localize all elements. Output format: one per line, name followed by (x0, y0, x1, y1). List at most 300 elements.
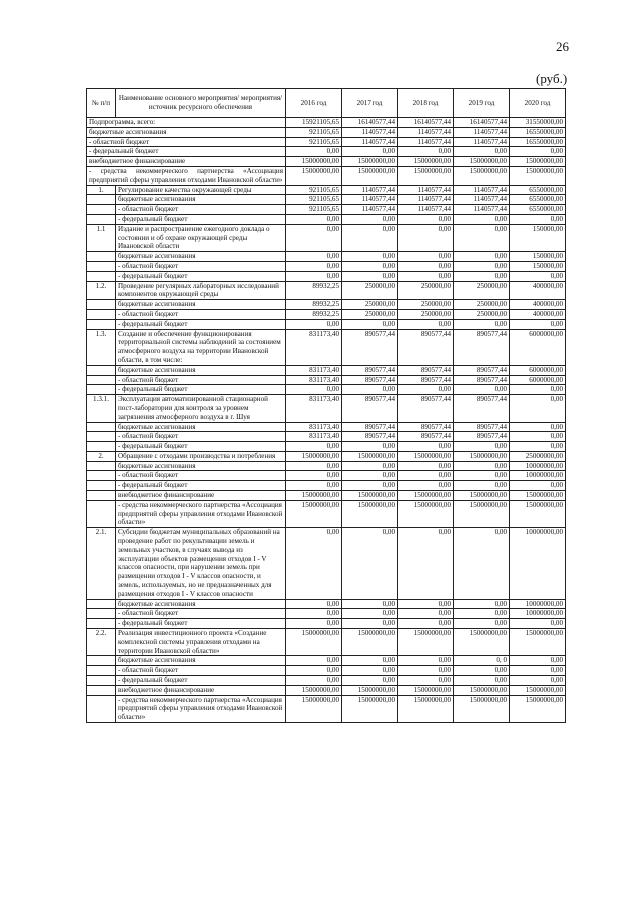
row-number (87, 375, 116, 385)
value-cell-2017: 1140577,44 (342, 127, 398, 137)
value-cell-2017: 250000,00 (342, 300, 398, 310)
row-number (87, 261, 116, 271)
value-cell-2016: 89932,25 (286, 281, 342, 300)
table-row (87, 461, 566, 471)
value-cell-2018: 15000000,00 (398, 685, 454, 695)
value-cell-2019: 0,00 (454, 528, 510, 599)
value-cell-2016: 921105,65 (286, 185, 342, 195)
value-cell-2018: 0,00 (398, 252, 454, 262)
table-row (87, 300, 566, 310)
value-cell-2018: 15000000,00 (398, 491, 454, 501)
value-cell-2020: 16550000,00 (510, 127, 566, 137)
table-header-row (87, 89, 566, 118)
value-cell-2020: 0,00 (510, 442, 566, 452)
value-cell-2017: 1140577,44 (342, 185, 398, 195)
value-cell-2018: 1140577,44 (398, 137, 454, 147)
value-cell-2017: 0,00 (342, 252, 398, 262)
value-cell-2020: 0,00 (510, 656, 566, 666)
value-cell-2019: 1140577,44 (454, 137, 510, 147)
row-label: бюджетные ассигнования (87, 127, 286, 137)
row-label: - федеральный бюджет (116, 481, 286, 491)
value-cell-2019: 0,00 (454, 224, 510, 251)
row-label: - областной бюджет (116, 309, 286, 319)
table-row (87, 695, 566, 722)
value-cell-2020: 15000000,00 (510, 629, 566, 656)
row-label: бюджетные ассигнования (116, 422, 286, 432)
value-cell-2019: 0,00 (454, 214, 510, 224)
value-cell-2018: 0,00 (398, 619, 454, 629)
value-cell-2017: 0,00 (342, 599, 398, 609)
value-cell-2018: 15000000,00 (398, 500, 454, 527)
value-cell-2018: 0,00 (398, 271, 454, 281)
value-cell-2019: 0,00 (454, 599, 510, 609)
row-label: внебюджетное финансирование (87, 157, 286, 167)
value-cell-2016: 15000000,00 (286, 166, 342, 185)
value-cell-2018: 15000000,00 (398, 451, 454, 461)
value-cell-2018: 0,00 (398, 214, 454, 224)
value-cell-2016: 15000000,00 (286, 685, 342, 695)
row-number (87, 309, 116, 319)
row-label: - областной бюджет (87, 137, 286, 147)
value-cell-2020: 150000,00 (510, 224, 566, 251)
table-row (87, 271, 566, 281)
value-cell-2016: 0,00 (286, 481, 342, 491)
value-cell-2018: 0,00 (398, 385, 454, 395)
value-cell-2016: 921105,65 (286, 195, 342, 205)
value-cell-2016: 15000000,00 (286, 500, 342, 527)
value-cell-2016: 831173,40 (286, 375, 342, 385)
value-cell-2018: 15000000,00 (398, 695, 454, 722)
row-label: - областной бюджет (116, 432, 286, 442)
table-row (87, 137, 566, 147)
row-number: 1.2. (87, 281, 116, 300)
value-cell-2019: 0, 0 (454, 656, 510, 666)
row-number (87, 471, 116, 481)
value-cell-2019: 15000000,00 (454, 685, 510, 695)
row-number: 1.3. (87, 329, 116, 365)
value-cell-2017: 890577,44 (342, 422, 398, 432)
value-cell-2020: 6550000,00 (510, 195, 566, 205)
value-cell-2018: 250000,00 (398, 309, 454, 319)
value-cell-2017: 15000000,00 (342, 685, 398, 695)
value-cell-2020: 400000,00 (510, 281, 566, 300)
row-number (87, 666, 116, 676)
value-cell-2019: 16140577,44 (454, 118, 510, 128)
value-cell-2017: 890577,44 (342, 375, 398, 385)
value-cell-2018: 0,00 (398, 261, 454, 271)
value-cell-2018: 1140577,44 (398, 185, 454, 195)
value-cell-2017: 1140577,44 (342, 205, 398, 215)
value-cell-2018: 1140577,44 (398, 127, 454, 137)
value-cell-2017: 890577,44 (342, 432, 398, 442)
table-row (87, 422, 566, 432)
row-label: - федеральный бюджет (87, 147, 286, 157)
row-number (87, 422, 116, 432)
header-year-2019: 2019 год (454, 89, 510, 118)
row-number (87, 481, 116, 491)
value-cell-2018: 0,00 (398, 528, 454, 599)
value-cell-2019: 0,00 (454, 147, 510, 157)
value-cell-2016: 89932,25 (286, 309, 342, 319)
table-row (87, 528, 566, 599)
value-cell-2020: 10000000,00 (510, 471, 566, 481)
value-cell-2018: 250000,00 (398, 281, 454, 300)
row-number (87, 500, 116, 527)
table-row (87, 185, 566, 195)
value-cell-2016: 0,00 (286, 619, 342, 629)
value-cell-2019: 0,00 (454, 319, 510, 329)
value-cell-2016: 0,00 (286, 214, 342, 224)
value-cell-2020: 0,00 (510, 432, 566, 442)
value-cell-2018: 890577,44 (398, 432, 454, 442)
value-cell-2018: 0,00 (398, 224, 454, 251)
value-cell-2019: 890577,44 (454, 365, 510, 375)
value-cell-2017: 0,00 (342, 461, 398, 471)
value-cell-2020: 15000000,00 (510, 157, 566, 167)
row-number (87, 365, 116, 375)
value-cell-2017: 0,00 (342, 319, 398, 329)
value-cell-2019: 0,00 (454, 461, 510, 471)
table-row (87, 147, 566, 157)
value-cell-2018: 0,00 (398, 147, 454, 157)
value-cell-2018: 15000000,00 (398, 166, 454, 185)
value-cell-2019: 1140577,44 (454, 205, 510, 215)
row-number (87, 609, 116, 619)
value-cell-2017: 0,00 (342, 528, 398, 599)
table-row (87, 676, 566, 686)
row-label: внебюджетное финансирование (116, 491, 286, 501)
value-cell-2020: 25000000,00 (510, 451, 566, 461)
value-cell-2020: 6550000,00 (510, 205, 566, 215)
value-cell-2017: 0,00 (342, 656, 398, 666)
row-label: Регулирование качества окружающей среды (116, 185, 286, 195)
value-cell-2017: 0,00 (342, 471, 398, 481)
value-cell-2016: 921105,65 (286, 137, 342, 147)
table-row (87, 442, 566, 452)
value-cell-2019: 0,00 (454, 442, 510, 452)
row-label: - областной бюджет (116, 375, 286, 385)
value-cell-2019: 15000000,00 (454, 157, 510, 167)
value-cell-2017: 0,00 (342, 147, 398, 157)
value-cell-2018: 890577,44 (398, 422, 454, 432)
value-cell-2020: 15000000,00 (510, 491, 566, 501)
row-label: Проведение регулярных лабораторных исследований компонентов окружающей среды (116, 281, 286, 300)
value-cell-2017: 0,00 (342, 261, 398, 271)
value-cell-2018: 890577,44 (398, 375, 454, 385)
value-cell-2019: 890577,44 (454, 422, 510, 432)
value-cell-2020: 15000000,00 (510, 166, 566, 185)
header-name: Наименование основного мероприятия/ мероприятия/источник ресурсного обеспечения (116, 89, 286, 118)
table-row (87, 214, 566, 224)
table-row (87, 500, 566, 527)
value-cell-2020: 6000000,00 (510, 365, 566, 375)
value-cell-2017: 15000000,00 (342, 500, 398, 527)
table-row (87, 471, 566, 481)
value-cell-2018: 890577,44 (398, 395, 454, 422)
value-cell-2019: 15000000,00 (454, 166, 510, 185)
value-cell-2018: 15000000,00 (398, 157, 454, 167)
row-number (87, 385, 116, 395)
row-number (87, 300, 116, 310)
value-cell-2016: 0,00 (286, 599, 342, 609)
value-cell-2019: 15000000,00 (454, 500, 510, 527)
row-number (87, 685, 116, 695)
value-cell-2020: 15000000,00 (510, 500, 566, 527)
table-row (87, 261, 566, 271)
row-label: Создание и обеспечение функционирования территориальной системы наблюдений за состоянием атмосферного воздуха на территории Ивановской области, в том числе: (116, 329, 286, 365)
row-number: 1. (87, 185, 116, 195)
value-cell-2020: 0,00 (510, 385, 566, 395)
value-cell-2017: 15000000,00 (342, 695, 398, 722)
row-label: - областной бюджет (116, 666, 286, 676)
value-cell-2019: 890577,44 (454, 329, 510, 365)
header-number: № п/п (87, 89, 116, 118)
value-cell-2016: 15000000,00 (286, 451, 342, 461)
table-row (87, 609, 566, 619)
row-label: - средства некоммерческого партнерства «Ассоциация предприятий сферы управления отходами Ивановской области» (116, 500, 286, 527)
value-cell-2016: 89932,25 (286, 300, 342, 310)
row-label: - областной бюджет (116, 205, 286, 215)
row-number (87, 599, 116, 609)
value-cell-2019: 0,00 (454, 252, 510, 262)
value-cell-2017: 16140577,44 (342, 118, 398, 128)
row-label: Подпрограмма, всего: (87, 118, 286, 128)
value-cell-2016: 15000000,00 (286, 695, 342, 722)
row-label: - федеральный бюджет (116, 319, 286, 329)
value-cell-2018: 1140577,44 (398, 195, 454, 205)
value-cell-2018: 250000,00 (398, 300, 454, 310)
value-cell-2017: 0,00 (342, 442, 398, 452)
value-cell-2020: 10000000,00 (510, 528, 566, 599)
header-year-2017: 2017 год (342, 89, 398, 118)
row-number (87, 442, 116, 452)
table-row (87, 195, 566, 205)
value-cell-2017: 890577,44 (342, 329, 398, 365)
value-cell-2019: 250000,00 (454, 309, 510, 319)
row-label: бюджетные ассигнования (116, 300, 286, 310)
table-row (87, 319, 566, 329)
value-cell-2019: 1140577,44 (454, 127, 510, 137)
value-cell-2020: 15000000,00 (510, 695, 566, 722)
value-cell-2016: 0,00 (286, 676, 342, 686)
value-cell-2020: 0,00 (510, 666, 566, 676)
value-cell-2017: 0,00 (342, 214, 398, 224)
table-row (87, 432, 566, 442)
value-cell-2019: 15000000,00 (454, 695, 510, 722)
row-label: бюджетные ассигнования (116, 195, 286, 205)
value-cell-2016: 0,00 (286, 461, 342, 471)
row-label: - федеральный бюджет (116, 676, 286, 686)
value-cell-2018: 0,00 (398, 599, 454, 609)
table-row (87, 252, 566, 262)
row-number (87, 619, 116, 629)
row-number: 2. (87, 451, 116, 461)
value-cell-2016: 0,00 (286, 609, 342, 619)
table-row (87, 481, 566, 491)
row-number: 2.2. (87, 629, 116, 656)
value-cell-2020: 0,00 (510, 319, 566, 329)
value-cell-2018: 0,00 (398, 442, 454, 452)
currency-unit: (руб.) (536, 71, 568, 86)
value-cell-2020: 31550000,00 (510, 118, 566, 128)
value-cell-2017: 0,00 (342, 666, 398, 676)
value-cell-2019: 15000000,00 (454, 491, 510, 501)
row-number (87, 432, 116, 442)
value-cell-2020: 400000,00 (510, 300, 566, 310)
value-cell-2018: 0,00 (398, 676, 454, 686)
row-label: Субсидии бюджетам муниципальных образований на проведение работ по рекультивации земель и земельных участков, в случаях вывода из эксплуатации объектов размещения отходов I - V классов опасности, при нарушении земель при размещении отходов I - V классов опасности, и земель, используемых, но не предназначенных для размещения отходов I - V классов опасности (116, 528, 286, 599)
header-year-2020: 2020 год (510, 89, 566, 118)
value-cell-2019: 0,00 (454, 481, 510, 491)
value-cell-2020: 10000000,00 (510, 461, 566, 471)
value-cell-2019: 0,00 (454, 261, 510, 271)
value-cell-2016: 0,00 (286, 147, 342, 157)
row-label: бюджетные ассигнования (116, 365, 286, 375)
row-number (87, 461, 116, 471)
table-row (87, 127, 566, 137)
table-row (87, 666, 566, 676)
row-label: бюджетные ассигнования (116, 461, 286, 471)
header-year-2018: 2018 год (398, 89, 454, 118)
value-cell-2020: 0,00 (510, 619, 566, 629)
value-cell-2017: 15000000,00 (342, 629, 398, 656)
page-number: 26 (556, 39, 569, 54)
value-cell-2018: 15000000,00 (398, 629, 454, 656)
value-cell-2016: 0,00 (286, 471, 342, 481)
value-cell-2019: 0,00 (454, 271, 510, 281)
value-cell-2020: 0,00 (510, 271, 566, 281)
value-cell-2016: 0,00 (286, 656, 342, 666)
value-cell-2018: 1140577,44 (398, 205, 454, 215)
row-label: бюджетные ассигнования (116, 656, 286, 666)
value-cell-2020: 0,00 (510, 147, 566, 157)
row-number: 2.1. (87, 528, 116, 599)
value-cell-2019: 1140577,44 (454, 185, 510, 195)
funding-table (86, 88, 566, 723)
value-cell-2020: 150000,00 (510, 261, 566, 271)
value-cell-2017: 0,00 (342, 619, 398, 629)
value-cell-2017: 15000000,00 (342, 157, 398, 167)
table-row (87, 157, 566, 167)
row-number (87, 695, 116, 722)
row-label: - областной бюджет (116, 471, 286, 481)
row-label: бюджетные ассигнования (116, 599, 286, 609)
row-label: - областной бюджет (116, 261, 286, 271)
value-cell-2017: 15000000,00 (342, 166, 398, 185)
value-cell-2017: 0,00 (342, 224, 398, 251)
row-number (87, 319, 116, 329)
table-row (87, 395, 566, 422)
value-cell-2020: 0,00 (510, 395, 566, 422)
value-cell-2018: 0,00 (398, 656, 454, 666)
value-cell-2019: 15000000,00 (454, 451, 510, 461)
value-cell-2016: 0,00 (286, 319, 342, 329)
table-body (87, 118, 566, 723)
row-label: - средства некоммерческого партнерства «Ассоциация предприятий сферы управления отходами Ивановской области» (116, 695, 286, 722)
value-cell-2020: 0,00 (510, 676, 566, 686)
value-cell-2018: 890577,44 (398, 329, 454, 365)
table-row (87, 491, 566, 501)
table-row (87, 599, 566, 609)
row-number (87, 195, 116, 205)
value-cell-2018: 0,00 (398, 666, 454, 676)
value-cell-2020: 0,00 (510, 422, 566, 432)
value-cell-2020: 6000000,00 (510, 329, 566, 365)
row-number: 1.3.1. (87, 395, 116, 422)
value-cell-2019: 250000,00 (454, 281, 510, 300)
table-row (87, 656, 566, 666)
value-cell-2017: 0,00 (342, 271, 398, 281)
table-row (87, 365, 566, 375)
value-cell-2016: 831173,40 (286, 422, 342, 432)
row-label: - областной бюджет (116, 609, 286, 619)
value-cell-2019: 0,00 (454, 666, 510, 676)
table-row (87, 451, 566, 461)
value-cell-2018: 0,00 (398, 319, 454, 329)
row-number (87, 491, 116, 501)
value-cell-2016: 831173,40 (286, 365, 342, 375)
value-cell-2016: 0,00 (286, 442, 342, 452)
table-row (87, 629, 566, 656)
value-cell-2017: 1140577,44 (342, 137, 398, 147)
table-row (87, 685, 566, 695)
row-label: - федеральный бюджет (116, 214, 286, 224)
value-cell-2017: 890577,44 (342, 365, 398, 375)
row-number (87, 676, 116, 686)
value-cell-2016: 0,00 (286, 528, 342, 599)
value-cell-2017: 250000,00 (342, 281, 398, 300)
value-cell-2019: 0,00 (454, 619, 510, 629)
row-label: Эксплуатация автоматизированной стационарной пост-лаборатории для контроля за уровнем загрязнения атмосферного воздуха в г. Шуя (116, 395, 286, 422)
value-cell-2016: 0,00 (286, 271, 342, 281)
value-cell-2018: 890577,44 (398, 365, 454, 375)
value-cell-2020: 15000000,00 (510, 685, 566, 695)
value-cell-2019: 890577,44 (454, 375, 510, 385)
value-cell-2020: 10000000,00 (510, 599, 566, 609)
header-year-2016: 2016 год (286, 89, 342, 118)
value-cell-2019: 0,00 (454, 385, 510, 395)
row-label: - федеральный бюджет (116, 442, 286, 452)
table-row (87, 329, 566, 365)
row-number (87, 214, 116, 224)
value-cell-2017: 0,00 (342, 609, 398, 619)
row-label: Реализация инвестиционного проекта «Создание комплексной системы управления отходами на территории Ивановской области» (116, 629, 286, 656)
value-cell-2018: 0,00 (398, 471, 454, 481)
value-cell-2019: 250000,00 (454, 300, 510, 310)
table-row (87, 281, 566, 300)
value-cell-2020: 0,00 (510, 214, 566, 224)
value-cell-2019: 0,00 (454, 609, 510, 619)
row-number: 1.1 (87, 224, 116, 251)
value-cell-2020: 0,00 (510, 481, 566, 491)
row-number (87, 656, 116, 666)
row-number (87, 271, 116, 281)
value-cell-2016: 0,00 (286, 666, 342, 676)
value-cell-2016: 15000000,00 (286, 491, 342, 501)
table-row (87, 166, 566, 185)
value-cell-2018: 0,00 (398, 609, 454, 619)
value-cell-2017: 0,00 (342, 676, 398, 686)
value-cell-2016: 921105,65 (286, 205, 342, 215)
value-cell-2019: 15000000,00 (454, 629, 510, 656)
value-cell-2016: 0,00 (286, 224, 342, 251)
value-cell-2020: 6000000,00 (510, 375, 566, 385)
value-cell-2016: 15000000,00 (286, 157, 342, 167)
value-cell-2020: 6550000,00 (510, 185, 566, 195)
value-cell-2018: 0,00 (398, 461, 454, 471)
value-cell-2018: 16140577,44 (398, 118, 454, 128)
value-cell-2019: 0,00 (454, 471, 510, 481)
